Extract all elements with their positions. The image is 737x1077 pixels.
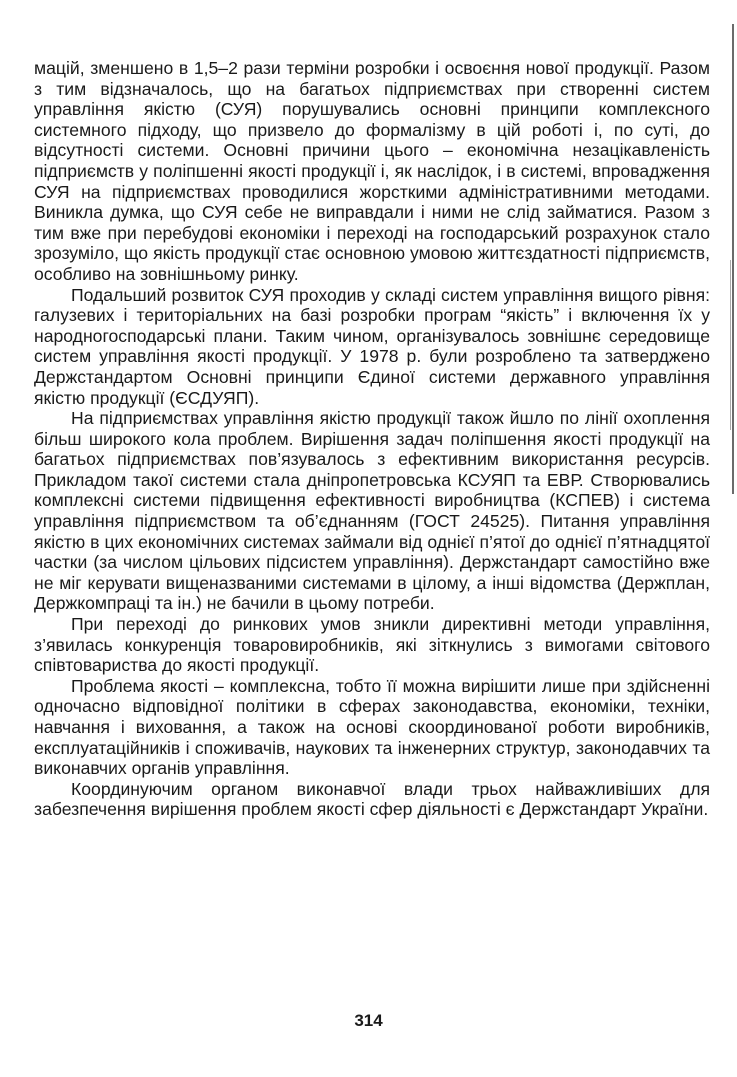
body-text [34, 58, 710, 820]
page-edge-shadow-inner [730, 260, 731, 430]
paragraph-4: При переході до ринкових умов зникли директивні методи управління, з’явилась конкуренція товаровиробників, які зіткнулись з вимогами світового співтовариства до якості продукції. [34, 614, 710, 676]
paragraph-3: На підприємствах управління якістю продукції також йшло по лінії охоплення більш широкого кола проблем. Вирішення задач поліпшення якості продукції на багатьох підприємствах пов’язувалось з ефективним використання ресурсів. Прикладом такої системи стала дніпропетровська КСУЯП та ЕВР. Створювались комплексні системи підвищення ефективності виробництва (КСПЕВ) і система управління підприємством та об’єднанням (ГОСТ 24525). Питання управління якістю в цих економічних системах займали від однієї п’ятої до однієї п’ятнадцятої частки (за числом цільових підсистем управління). Держстандарт самостійно вже не міг керувати вищеназваними системами в цілому, а інші відомства (Держплан, Держкомпраці та ін.) не бачили в цьому потреби. [34, 408, 710, 614]
page-number: 314 [354, 1011, 383, 1030]
paragraph-5: Проблема якості – комплексна, тобто її можна вирішити лише при здійсненні одночасно відповідної політики в сферах законодавства, економіки, техніки, навчання і виховання, а також на основі скоординованої роботи виробників, експлуатаційників і споживачів, наукових та інженерних структур, законодавчих та виконавчих органів управління. [34, 675, 710, 779]
paragraph-6: Координуючим органом виконавчої влади трьох найважливіших для забезпечення вирішення проблем якості сфер діяльності є Держстандарт України. [34, 778, 710, 820]
page-edge-shadow [732, 24, 734, 494]
paragraph-1: мацій, зменшено в 1,5–2 рази терміни розробки і освоєння нової продукції. Разом з тим відзначалось, що на багатьох підприємствах при створенні систем управління якістю (СУЯ) порушувались основні принципи комплексного системного підходу, що призвело до формалізму в цій роботі і, по суті, до відсутності системи. Основні причини цього – економічна незацікавленість підприємств у поліпшенні якості продукції і, як наслідок, і в системі, впровадження СУЯ на підприємствах проводилися жорсткими адміністративними методами. Виникла думка, що СУЯ себе не виправдали і ними не слід займатися. Разом з тим вже при перебудові економіки і переході на господарський розрахунок стало зрозуміло, що якість продукції стає основною умовою життєздатності підприємств, особливо на зовнішньому ринку. [34, 58, 710, 284]
paragraph-2: Подальший розвиток СУЯ проходив у складі систем управління вищого рівня: галузевих і територіальних на базі розробки програм “якість” і включення їх у народногосподарські плани. Таким чином, організувалось зовнішнє середовище систем управління якості продукції. У 1978 р. були розроблено та затверджено Держстандартом Основні принципи Єдиної системи державного управління якістю продукції (ЄСДУЯП). [34, 284, 710, 408]
